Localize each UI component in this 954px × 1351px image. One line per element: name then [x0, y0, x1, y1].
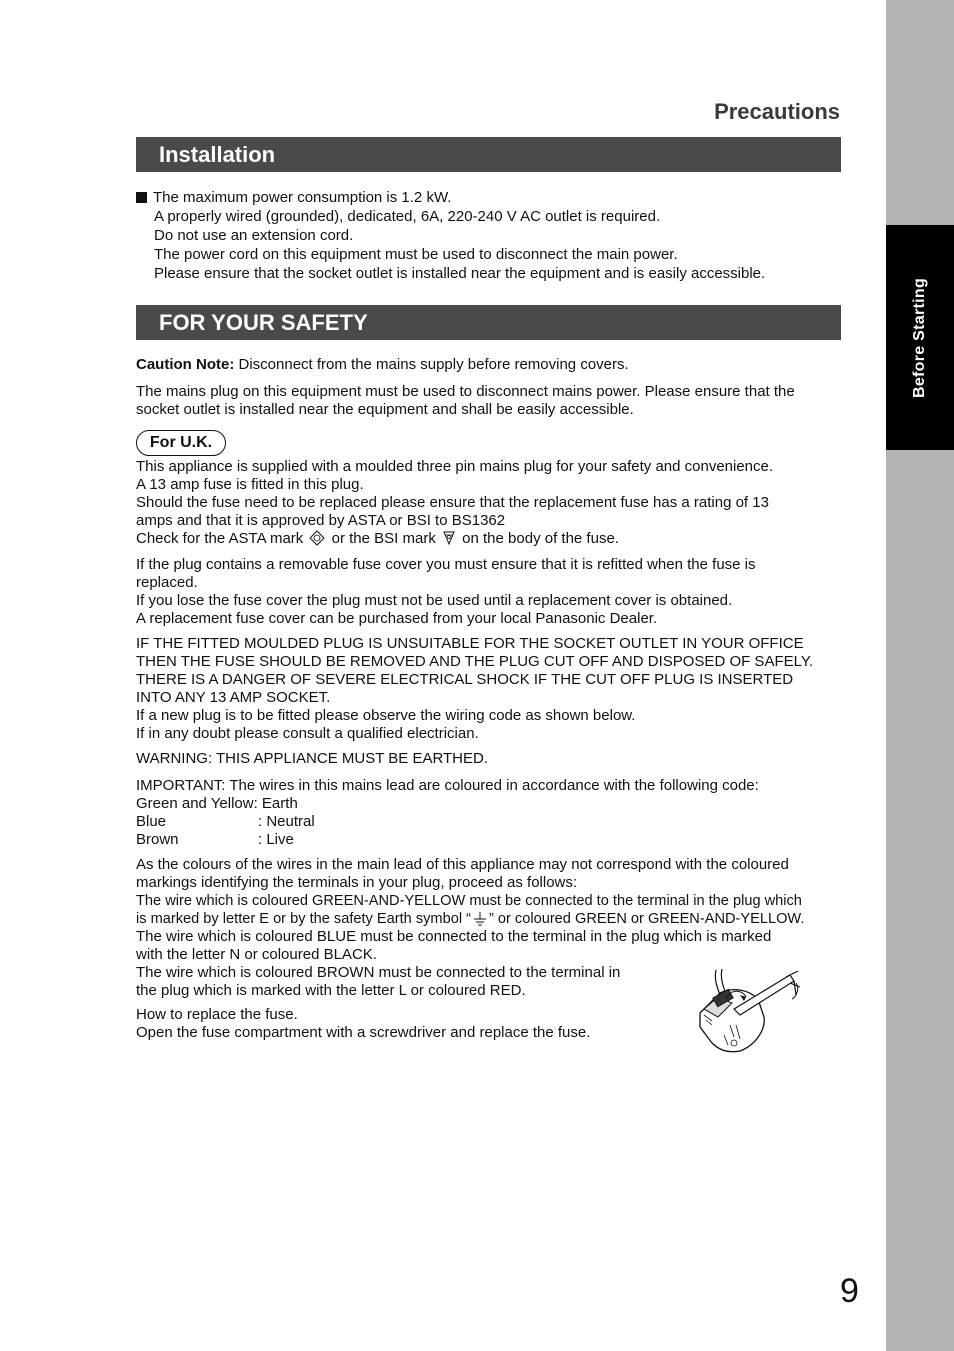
installation-line: Do not use an extension cord.: [154, 227, 354, 244]
warning-line: WARNING: THIS APPLIANCE MUST BE EARTHED.: [136, 750, 489, 767]
square-bullet-icon: [136, 192, 147, 203]
plug-fuse-illustration: [690, 965, 805, 1057]
page-number: 9: [840, 1272, 859, 1310]
wire-code-row: Brown : Live: [136, 831, 294, 848]
wire-code-block: IMPORTANT: The wires in this mains lead are coloured in accordance with the following code: Green and Yellow: Earth Blue : Neutral Brown : Live: [136, 777, 844, 849]
sidebar-strip: [886, 0, 954, 1351]
earth-symbol-icon: [473, 911, 487, 926]
earth-symbol-line: is marked by letter E or by the safety Earth symbol “ ” or coloured GREEN or GREEN-AND-YELLOW.: [136, 911, 805, 927]
wire-code-row: Green and Yellow: Earth: [136, 795, 298, 812]
fuse-instructions: How to replace the fuse. Open the fuse compartment with a screwdriver and replace the fuse.: [136, 1006, 591, 1041]
asta-mark-icon: [309, 530, 325, 546]
uk-paragraph-3: IF THE FITTED MOULDED PLUG IS UNSUITABLE FOR THE SOCKET OUTLET IN YOUR OFFICE THEN THE FUSE SHOULD BE REMOVED AND THE PLUG CUT OFF AND DISPOSED OF SAFELY. THERE IS A DANGER OF SEVERE ELECTRICAL SHOCK IF THE CUT OFF PLUG IS INSERTED INTO ANY 13 AMP SOCKET. If a new plug is to be fitted please observe the wiring code as shown below. If in any doubt please consult a qualified electrician.: [136, 635, 814, 742]
uk-paragraph-2: If the plug contains a removable fuse cover you must ensure that it is refitted when the fuse is replaced. If you lose the fuse cover the plug must not be used until a replacement cover is obtained. A replacement fuse cover can be purchased from your local Panasonic Dealer.: [136, 556, 756, 627]
installation-line: The power cord on this equipment must be used to disconnect the main power.: [154, 246, 678, 263]
side-tab-label: Before Starting: [911, 277, 928, 398]
wire-code-row: Blue : Neutral: [136, 813, 315, 830]
installation-body: [136, 189, 844, 283]
safety-heading: FOR YOUR SAFETY: [136, 305, 841, 340]
installation-heading: Installation: [136, 137, 841, 172]
mains-paragraph: The mains plug on this equipment must be used to disconnect mains power. Please ensure that the socket outlet is installed near the equipment and shall be easily accessible.: [136, 383, 795, 418]
side-tab-before-starting[interactable]: [886, 225, 954, 450]
caution-label: Caution Note:: [136, 356, 235, 373]
installation-line: Please ensure that the socket outlet is installed near the equipment and is easily accessible.: [154, 265, 766, 282]
check-mark-line: Check for the ASTA mark or the BSI mark on the body of the fuse.: [136, 530, 619, 547]
bsi-mark-icon: [442, 530, 456, 546]
installation-line: The maximum power consumption is 1.2 kW.: [136, 189, 844, 207]
for-uk-label: For U.K.: [136, 430, 226, 456]
uk-paragraph-5: As the colours of the wires in the main lead of this appliance may not correspond with the coloured markings identifying the terminals in your plug, proceed as follows: The wire which is coloured GREEN-AND-YELLOW must be connected to the terminal in the plug which is marked by letter E or by the safety Earth symbol “ ” or coloured GREEN or GREEN-AND-YELLOW. The wire which is coloured BLUE must be connected to the terminal in the plug which is marked with the letter N or coloured BLACK. The wire which is coloured BROWN must be connected to the terminal in the plug which is marked with the letter L or coloured RED.: [136, 856, 844, 1000]
caution-text: Disconnect from the mains supply before removing covers.: [234, 356, 629, 373]
uk-paragraph-1: This appliance is supplied with a moulded three pin mains plug for your safety and convenience. A 13 amp fuse is fitted in this plug. Should the fuse need to be replaced please ensure that the replacement fuse has a rating of 13 amps and that it is approved by ASTA or BSI to BS1362 Check for the ASTA mark or the BSI mark on the body of the fuse.: [136, 458, 844, 548]
section-title: Precautions: [714, 99, 840, 124]
installation-line: A properly wired (grounded), dedicated, 6A, 220-240 V AC outlet is required.: [154, 208, 661, 225]
caution-note: [136, 356, 844, 374]
